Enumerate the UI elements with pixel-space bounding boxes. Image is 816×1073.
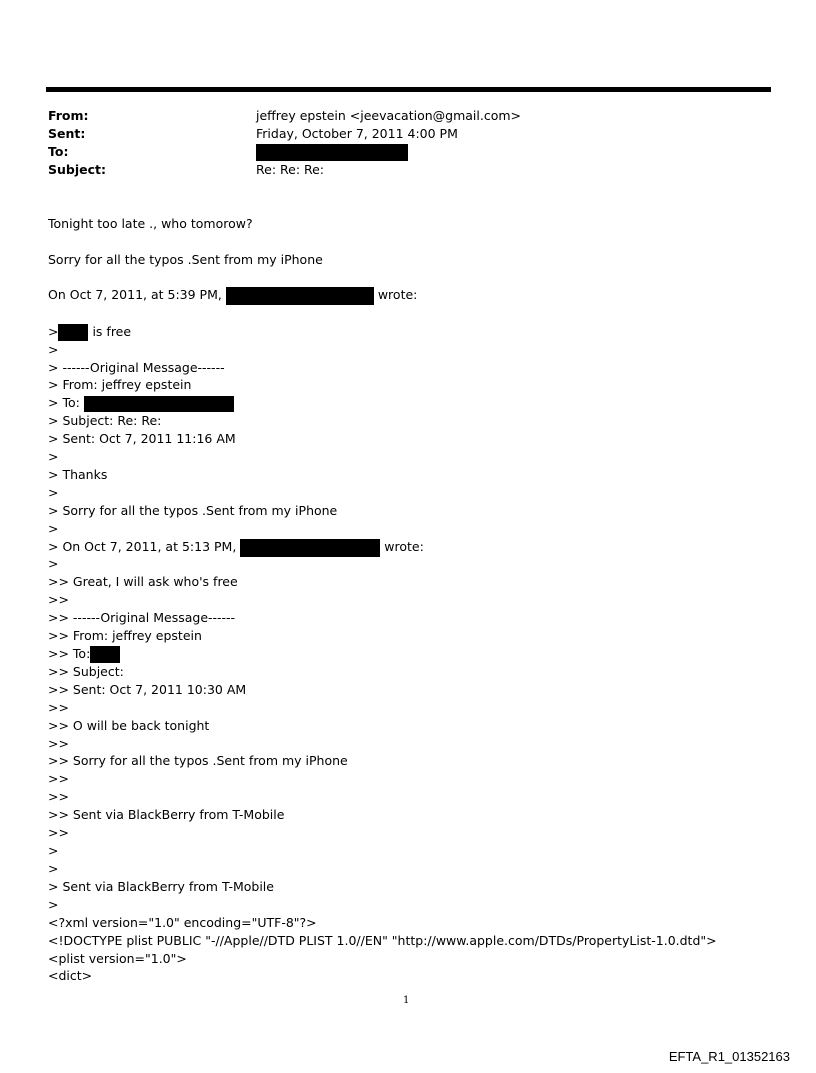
body-line: >: [48, 485, 59, 500]
sent-label: Sent:: [48, 126, 86, 141]
body-line: >> ------Original Message------: [48, 610, 236, 625]
body-line: > Thanks: [48, 467, 108, 482]
subject-label: Subject:: [48, 162, 106, 177]
body-line: [48, 538, 424, 557]
body-line: >>: [48, 789, 69, 804]
body-line: >> Subject:: [48, 664, 124, 679]
body-line: Sorry for all the typos .Sent from my iPhone: [48, 252, 323, 267]
body-line: >> O will be back tonight: [48, 718, 210, 733]
body-line: >: [48, 897, 59, 912]
body-line: <plist version="1.0">: [48, 951, 187, 966]
body-line: >>: [48, 736, 69, 751]
bates-number: EFTA_R1_01352163: [668, 1049, 790, 1064]
redaction-box: [226, 287, 374, 305]
sent-value: Friday, October 7, 2011 4:00 PM: [256, 126, 458, 141]
header-rule: [46, 87, 771, 92]
body-text: > To:: [48, 395, 80, 410]
body-line: >>: [48, 700, 69, 715]
redaction-box: [90, 646, 120, 663]
body-line: <!DOCTYPE plist PUBLIC "-//Apple//DTD PLIST 1.0//EN" "http://www.apple.com/DTDs/PropertyList-1.0.dtd">: [48, 933, 717, 948]
redaction-box: [240, 539, 380, 557]
body-line: >>: [48, 771, 69, 786]
redaction-box: [256, 144, 408, 161]
body-line: >> Sent: Oct 7, 2011 10:30 AM: [48, 682, 247, 697]
page-number: 1: [403, 995, 410, 1006]
body-line: >: [48, 556, 59, 571]
redaction-box: [58, 324, 88, 341]
body-line: > Subject: Re: Re:: [48, 413, 162, 428]
from-value: jeffrey epstein <jeevacation@gmail.com>: [256, 108, 522, 123]
body-line: >>: [48, 592, 69, 607]
body-line: [48, 323, 131, 341]
body-line: >: [48, 843, 59, 858]
from-label: From:: [48, 108, 89, 123]
body-text: wrote:: [384, 539, 424, 554]
body-line: >> Great, I will ask who's free: [48, 574, 238, 589]
body-line: [48, 645, 120, 663]
body-text: On Oct 7, 2011, at 5:39 PM,: [48, 287, 222, 302]
body-line: > ------Original Message------: [48, 360, 225, 375]
body-text: >> To:: [48, 646, 91, 661]
body-line: <?xml version="1.0" encoding="UTF-8"?>: [48, 915, 317, 930]
body-line: Tonight too late ., who tomorow?: [48, 216, 253, 231]
body-line: [48, 394, 234, 412]
body-text: >: [48, 324, 59, 339]
body-line: >: [48, 449, 59, 464]
subject-value: Re: Re: Re:: [256, 162, 325, 177]
body-line: >>: [48, 825, 69, 840]
body-line: <dict>: [48, 968, 93, 983]
body-line: > Sent: Oct 7, 2011 11:16 AM: [48, 431, 236, 446]
to-label: To:: [48, 144, 69, 159]
body-line: > Sent via BlackBerry from T-Mobile: [48, 879, 274, 894]
body-text: > On Oct 7, 2011, at 5:13 PM,: [48, 539, 237, 554]
body-line: >: [48, 861, 59, 876]
body-line: >> Sent via BlackBerry from T-Mobile: [48, 807, 285, 822]
to-value: [256, 143, 408, 161]
body-line: > Sorry for all the typos .Sent from my iPhone: [48, 503, 338, 518]
redaction-box: [84, 396, 234, 412]
body-text: is free: [88, 324, 132, 339]
body-line: [48, 286, 417, 305]
body-line: >> Sorry for all the typos .Sent from my iPhone: [48, 753, 348, 768]
body-line: >> From: jeffrey epstein: [48, 628, 202, 643]
body-line: > From: jeffrey epstein: [48, 377, 192, 392]
body-text: wrote:: [377, 287, 418, 302]
body-line: >: [48, 521, 59, 536]
body-line: >: [48, 342, 59, 357]
